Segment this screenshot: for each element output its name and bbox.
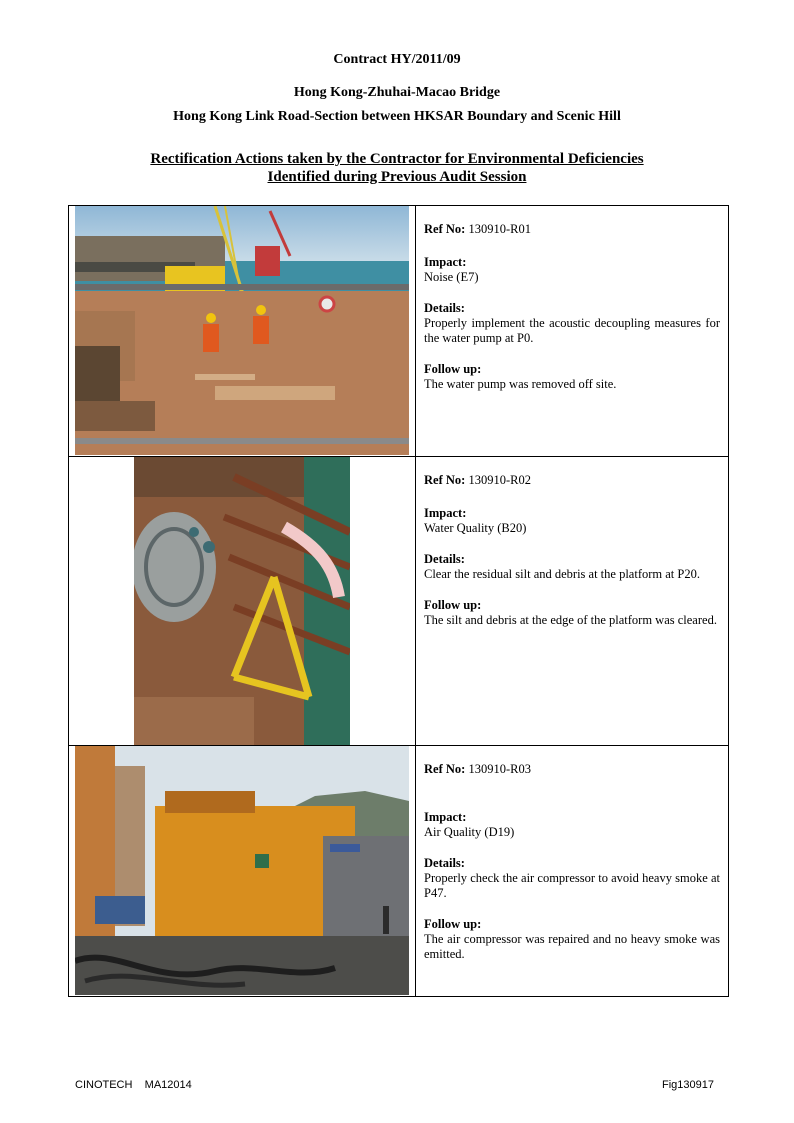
footer-document-code: CINOTECH MA12014 — [75, 1079, 192, 1091]
follow-up-value: The silt and debris at the edge of the platform was cleared. — [424, 613, 717, 627]
ref-number: 130910-R03 — [468, 762, 531, 776]
follow-up-label: Follow up: — [424, 598, 482, 612]
details-value: Clear the residual silt and debris at the platform at P20. — [424, 567, 700, 581]
construction-platform-workers-photo — [75, 206, 409, 455]
table-row — [69, 206, 729, 457]
ref-line: Ref No: 130910-R02 — [424, 473, 531, 487]
details-label: Details: — [424, 552, 465, 566]
section-name: Hong Kong Link Road-Section between HKSAR Boundary and Scenic Hill — [173, 109, 621, 124]
ref-line: Ref No: 130910-R03 — [424, 762, 531, 776]
details-value: Properly implement the acoustic decoupling measures for the water pump at P0. — [424, 316, 720, 345]
details-label: Details: — [424, 301, 465, 315]
info-cell — [416, 206, 729, 457]
photo-cell — [69, 746, 416, 997]
impact-label: Impact: — [424, 506, 467, 520]
table-row — [69, 457, 729, 746]
impact-value: Noise (E7) — [424, 270, 479, 284]
impact-value: Water Quality (B20) — [424, 521, 527, 535]
contract-number: Contract HY/2011/09 — [333, 52, 461, 67]
page-title-line-1: Rectification Actions taken by the Contractor for Environmental Deficiencies — [150, 151, 644, 167]
info-cell — [416, 746, 729, 997]
follow-up-label: Follow up: — [424, 917, 482, 931]
impact-label: Impact: — [424, 810, 467, 824]
ref-number: 130910-R01 — [468, 222, 531, 236]
impact-value: Air Quality (D19) — [424, 825, 515, 839]
info-cell — [416, 457, 729, 746]
table-row — [69, 746, 729, 997]
project-name: Hong Kong-Zhuhai-Macao Bridge — [293, 85, 501, 100]
photo-cell — [69, 457, 416, 746]
ref-line: Ref No: 130910-R01 — [424, 222, 531, 236]
air-compressor-photo — [75, 746, 409, 995]
photo-cell — [69, 206, 416, 457]
impact-label: Impact: — [424, 255, 467, 269]
footer-figure-number: Fig130917 — [662, 1079, 714, 1091]
details-value: Properly check the air compressor to avoid heavy smoke at P47. — [424, 871, 720, 900]
details-label: Details: — [424, 856, 465, 870]
ref-number: 130910-R02 — [468, 473, 531, 487]
rectification-table — [68, 205, 729, 997]
follow-up-value: The water pump was removed off site. — [424, 377, 617, 391]
follow-up-label: Follow up: — [424, 362, 482, 376]
follow-up-value: The air compressor was repaired and no heavy smoke was emitted. — [424, 932, 720, 961]
platform-edge-debris-photo — [134, 457, 350, 745]
page-title-line-2: Identified during Previous Audit Session — [267, 169, 527, 185]
